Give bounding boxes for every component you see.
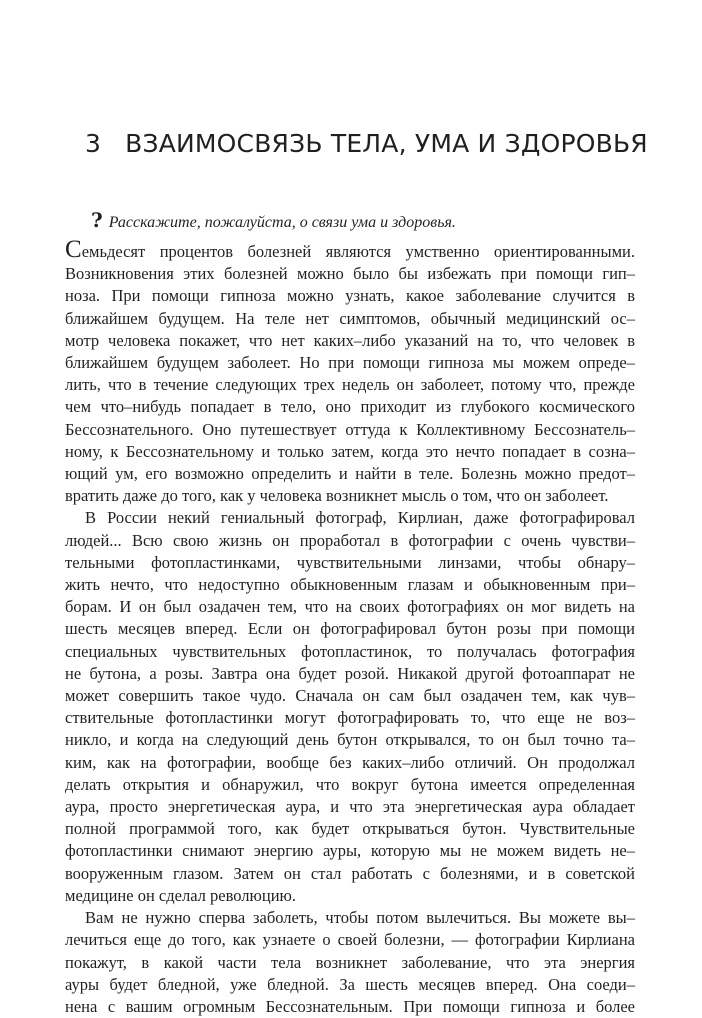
first-line-rest: емьдесят процентов болезней являются умственно ориентированными. xyxy=(81,242,635,261)
text-line: никло, и когда на следующий день бутон открывался, то он был точно та– xyxy=(65,730,635,750)
text-line: Бессознательного. Оно путешествует оттуда к Коллективному Бессознатель– xyxy=(65,419,635,439)
body-text xyxy=(65,236,635,1018)
text-line: Возникновения этих болезней можно было бы избежать при помощи гип– xyxy=(65,264,635,284)
text-line: вратить даже до того, как у человека возникнет мысль о том, что он заболеет. xyxy=(65,486,609,506)
text-line: борам. И он был озадачен тем, что на своих фотографиях он мог видеть на xyxy=(65,597,635,617)
text-line: Вам не нужно сперва заболеть, чтобы потом вылечиться. Вы можете вы– xyxy=(85,908,635,928)
text-line: ближайшем будущем заболеет. Но при помощи гипноза мы можем опреде– xyxy=(65,353,635,373)
text-line: аура, просто энергетическая аура, и что эта энергетическая аура обладает xyxy=(65,797,635,817)
question xyxy=(91,207,641,236)
text-line: В России некий гениальный фотограф, Кирлиан, даже фотографировал xyxy=(85,508,635,528)
text-line: ближайшем будущем. На теле нет симптомов, обычный медицинский ос– xyxy=(65,308,635,328)
chapter-number: 3 xyxy=(85,129,102,158)
text-line: вооруженным глазом. Затем он стал работать с болезнями, и в советской xyxy=(65,863,635,883)
text-line: нена с вашим огромным Бессознательным. При помощи гипноза и более xyxy=(65,996,635,1016)
text-line xyxy=(65,236,635,263)
text-line: чем что–нибудь попадает в тело, оно приходит из глубокого космического xyxy=(65,397,635,417)
text-line: ноза. При помощи гипноза можно узнать, какое заболевание случится в xyxy=(65,286,635,306)
text-line: ким, как на фотографии, вообще без каких–либо отличий. Он продолжал xyxy=(65,752,635,772)
text-line: ствительные фотопластинки могут фотографировать то, что еще не воз– xyxy=(65,708,635,728)
chapter-title: ВЗАИМОСВЯЗЬ ТЕЛА, УМА И ЗДОРОВЬЯ xyxy=(125,129,648,158)
text-line: тельными фотопластинками, чувствительными линзами, чтобы обнару– xyxy=(65,552,635,572)
text-line: шесть месяцев вперед. Если он фотографировал бутон розы при помощи xyxy=(65,619,635,639)
text-line: жить нечто, что недоступно обыкновенным глазам и обыкновенным при– xyxy=(65,575,635,595)
text-line: лечиться еще до того, как узнаете о своей болезни, — фотографии Кирлиана xyxy=(65,930,635,950)
chapter-heading xyxy=(85,126,648,162)
text-line: может совершить такое чудо. Сначала он сам был озадачен тем, как чув– xyxy=(65,686,635,706)
question-mark-icon: ? xyxy=(91,208,103,232)
text-line: ному, к Бессознательному и только затем, когда это нечто попадает в созна– xyxy=(65,441,635,461)
text-line: людей... Всю свою жизнь он проработал в фотографии с очень чувстви– xyxy=(65,530,635,550)
text-line: медицине он сделал революцию. xyxy=(65,885,296,905)
text-line: делать открытия и обнаружил, что вокруг бутона имеется определенная xyxy=(65,774,635,794)
text-line: фотопластинки снимают энергию ауры, которую мы не можем видеть не– xyxy=(65,841,635,861)
text-line: лить, что в течение следующих трех недель он заболеет, потому что, прежде xyxy=(65,375,635,395)
text-line: специальных чувствительных фотопластинок, то получалась фотография xyxy=(65,641,635,661)
text-line: ауры будет бледной, уже бледной. За шесть месяцев вперед. Она соеди– xyxy=(65,974,635,994)
text-line: полной программой того, как будет открываться бутон. Чувствительные xyxy=(65,819,635,839)
text-line: не бутона, а розы. Завтра она будет розой. Никакой другой фотоаппарат не xyxy=(65,663,635,683)
drop-cap: С xyxy=(65,236,82,263)
text-line: мотр человека покажет, что нет каких–либо указаний на то, что человек в xyxy=(65,330,635,350)
question-text: Расскажите, пожалуйста, о связи ума и здоровья. xyxy=(108,214,456,231)
text-line: ющий ум, его возможно определить и найти в теле. Болезнь можно предот– xyxy=(65,464,635,484)
text-line: покажут, в какой части тела возникнет заболевание, что эта энергия xyxy=(65,952,635,972)
